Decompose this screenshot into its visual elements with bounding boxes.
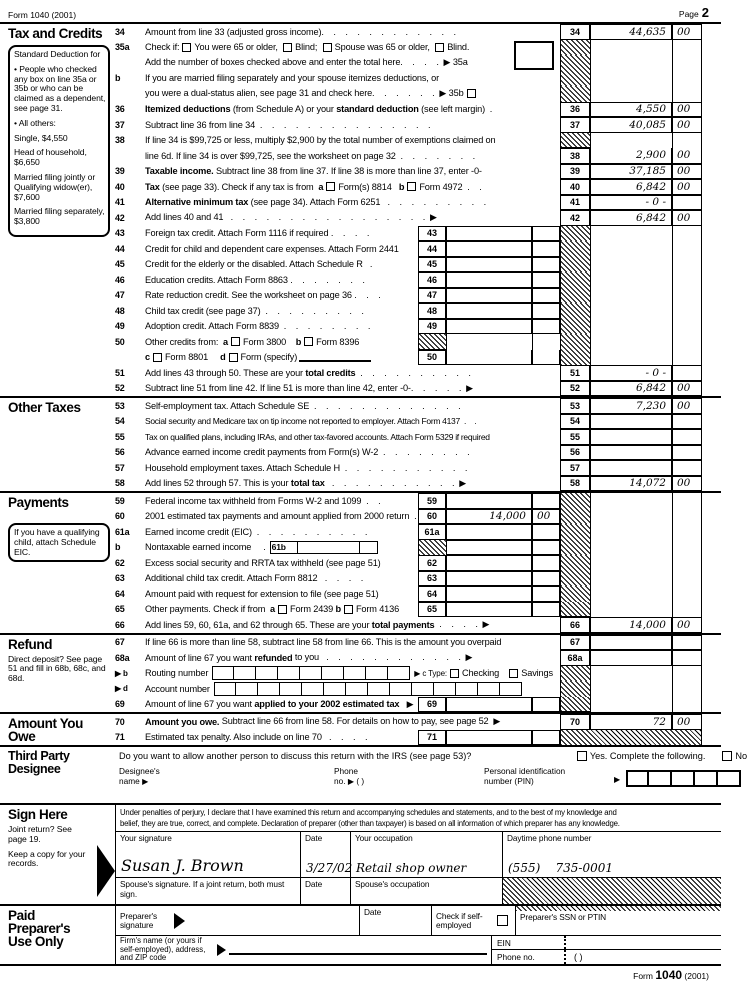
line-52-amount[interactable]: 6,842 xyxy=(590,381,672,397)
checkbox-no[interactable] xyxy=(722,751,732,761)
line-61b-row: b Nontaxable earned income . 61b xyxy=(115,540,702,556)
keep-copy-note: Keep a copy for your records. xyxy=(8,848,86,869)
line-number: 42 xyxy=(115,212,125,223)
line-34-cents[interactable]: 00 xyxy=(672,24,702,40)
line-text: Itemized deductions (from Schedule A) or your standard deduction (see left margin) . xyxy=(145,104,493,115)
ein-row: EIN xyxy=(492,936,721,949)
firm-entry-line[interactable] xyxy=(229,945,487,955)
line-42-cents[interactable]: 00 xyxy=(672,210,702,226)
line-53-cents[interactable]: 00 xyxy=(672,398,702,414)
line-60-amount[interactable]: 14,000 xyxy=(446,509,532,525)
spouse-occupation-cell[interactable]: Spouse's occupation xyxy=(350,878,502,904)
line-45-row: 45 Credit for the elderly or the disabled. Attach Schedule R . 45 xyxy=(115,257,702,273)
line-number: 38 xyxy=(115,135,125,146)
checkbox-yes[interactable] xyxy=(577,751,587,761)
line-66-amount[interactable]: 14,000 xyxy=(590,617,672,633)
section-title: Refund xyxy=(8,636,53,652)
line-number: 36 xyxy=(115,104,125,115)
designee-phone-field[interactable]: Phone no. ▶ ( ) xyxy=(334,766,365,786)
line-59-row: 59 Federal income tax withheld from Forms W-2 and 1099 . . 59 xyxy=(115,493,702,509)
line-40-row: 40 Tax (see page 33). Check if any tax is from a Form(s) 8814 b Form 4972 . . 40 6,842 00 xyxy=(115,179,702,195)
line-text: Add the number of boxes checked above and enter the total here. . . . ▶ 35a xyxy=(145,57,468,68)
form-number: 1040 xyxy=(655,967,683,982)
line-61b-entry-box[interactable]: 61b xyxy=(270,541,378,554)
line-40-cents[interactable]: 00 xyxy=(672,179,702,195)
page-header xyxy=(0,3,721,22)
payments-sidebar xyxy=(0,493,115,633)
line-38-cents[interactable]: 00 xyxy=(672,148,702,164)
checkbox-savings[interactable] xyxy=(509,669,518,678)
section-paid-preparer xyxy=(0,904,721,966)
occupation-value[interactable]: Retail shop owner xyxy=(356,861,467,875)
section-amount-you-owe xyxy=(0,712,721,745)
spouse-signature-row xyxy=(116,877,721,904)
line-35a-total-box[interactable] xyxy=(514,41,554,70)
checkbox-form-8396[interactable] xyxy=(304,337,313,346)
line-34-amount[interactable]: 44,635 xyxy=(590,24,672,40)
pin-input[interactable] xyxy=(626,770,741,787)
routing-number-input[interactable] xyxy=(212,666,410,680)
line-number: 52 xyxy=(115,383,125,394)
firm-name-cell[interactable]: Firm's name (or yours if self-employed), address, and ZIP code xyxy=(116,936,491,964)
box-number: 43 xyxy=(418,226,446,242)
line-49-row: 49 Adoption credit. Attach Form 8839 . . . . . . . . 49 xyxy=(115,319,702,335)
checkbox-checking[interactable] xyxy=(450,669,459,678)
line-36-cents[interactable]: 00 xyxy=(672,102,702,118)
line-number: 50 xyxy=(115,336,125,347)
section-other-taxes xyxy=(0,396,721,491)
date-value[interactable]: 3/27/02 xyxy=(306,861,353,875)
line-42-amount[interactable]: 6,842 xyxy=(590,210,672,226)
joint-return-note: Joint return? See page 19. xyxy=(8,824,72,844)
checkbox-spouse-blind[interactable] xyxy=(435,43,444,52)
line-35b-row2 xyxy=(115,86,702,102)
pointer-icon: ▶ xyxy=(347,776,355,786)
self-employed-cell: Check if self-employed xyxy=(431,906,515,935)
line-48-row: 48 Child tax credit (see page 37) . . . . . . . . . 48 xyxy=(115,303,702,319)
line-43-cents[interactable] xyxy=(532,226,560,242)
line-66-cents[interactable]: 00 xyxy=(672,617,702,633)
line-54-row: 54 Social security and Medicare tax on tip income not reported to employer. Attach Form 4137 . . 54 xyxy=(115,414,702,430)
line-59-amount[interactable] xyxy=(446,493,532,509)
section-refund xyxy=(0,633,721,713)
line-35a-row1 xyxy=(115,40,702,56)
pointer-icon: ▶ xyxy=(142,776,149,786)
line-64-row: 64 Amount paid with request for extension to file (see page 51) 64 xyxy=(115,586,702,602)
hatched-cell xyxy=(560,71,590,87)
section-tax-and-credits xyxy=(0,22,721,396)
line-49-amount[interactable] xyxy=(446,319,532,335)
section-title: Sign Here xyxy=(8,807,68,822)
line-37-row: 37 Subtract line 36 from line 34 . . . . . . . . . . . . . . . 37 40,085 00 xyxy=(115,117,702,133)
line-38-amount[interactable]: 2,900 xyxy=(590,148,672,164)
third-party-designee-row xyxy=(115,765,747,803)
line-54-amount[interactable] xyxy=(590,414,672,430)
specify-underline[interactable] xyxy=(299,353,371,362)
line-55-amount[interactable] xyxy=(590,429,672,445)
line-68d-row: ▶ d Account number xyxy=(115,681,702,697)
line-69-row: 69 Amount of line 67 you want applied to your 2002 estimated tax ▶ 69 xyxy=(115,697,702,713)
eic-note: If you have a qualifying child, attach Schedule EIC. xyxy=(8,523,110,562)
line-63-row: 63 Additional child tax credit. Attach Form 8812 . . . . 63 xyxy=(115,571,702,587)
line-50-amount[interactable] xyxy=(446,350,532,366)
section-title: Other Taxes xyxy=(8,400,81,415)
line-51-cents[interactable] xyxy=(672,365,702,381)
standard-deduction-note: Standard Deduction for • People who checked any box on line 35a or 35b or who can be claimed as a dependent, see page 31. • All others: Single, $4,550 Head of household, $6,650 Married filing jointly or Qualifying widow(er), $7,600 Married filing separately, $3,800 xyxy=(8,45,110,237)
line-56-amount[interactable] xyxy=(590,445,672,461)
line-38-row1: 38 If line 34 is $99,725 or less, multiply $2,900 by the total number of exemptions claimed on xyxy=(115,133,702,149)
line-52-cents[interactable]: 00 xyxy=(672,381,702,397)
line-62-row: 62 Excess social security and RRTA tax withheld (see page 51) 62 xyxy=(115,555,702,571)
checkbox-spouse-65-or-older[interactable] xyxy=(323,43,332,52)
third-party-question-row: Do you want to allow another person to discuss this return with the IRS (see page 53)? Yes. Complete the following. No xyxy=(119,751,748,761)
refund-sidebar xyxy=(0,635,115,713)
checkbox-35b[interactable] xyxy=(467,89,476,98)
line-44-amount[interactable] xyxy=(446,241,532,257)
section-sign-here xyxy=(0,803,721,904)
section-title: Third Party Designee xyxy=(8,749,70,776)
preparer-signature-cell[interactable]: Preparer's signature xyxy=(116,906,359,935)
line-number: 43 xyxy=(115,228,125,239)
line-42-row: 42 Add lines 40 and 41 . . . . . . . . . . . . . . . . . ▶ 42 6,842 00 xyxy=(115,210,702,226)
line-65-row: 65 Other payments. Check if from a Form 2439 b Form 4136 65 xyxy=(115,602,702,618)
sign-here-sidebar xyxy=(0,805,115,904)
line-34-row xyxy=(115,24,702,40)
line-35b-row1 xyxy=(115,71,702,87)
hatched-cell xyxy=(560,226,590,242)
line-70-cents[interactable]: 00 xyxy=(672,714,702,730)
ein-value[interactable] xyxy=(564,936,721,949)
pointer-icon xyxy=(174,913,185,929)
line-number: 35a xyxy=(115,42,130,53)
checkbox-form-4136[interactable] xyxy=(344,605,353,614)
hatched-cell xyxy=(560,40,590,56)
line-text: If you are married filing separately and your spouse itemizes deductions, or xyxy=(145,73,439,84)
line-50-row1: 50 Other credits from: a Form 3800 b Form 8396 xyxy=(115,334,702,350)
line-46-row: 46 Education credits. Attach Form 8863 . . . . . . . 46 xyxy=(115,272,702,288)
line-number: 40 xyxy=(115,181,125,192)
preparer-ssn-cell[interactable]: Preparer's SSN or PTIN xyxy=(515,906,721,935)
line-60-cents[interactable]: 00 xyxy=(532,509,560,525)
line-number: 51 xyxy=(115,367,125,378)
your-signature-cell[interactable]: Your signature Susan J. Brown xyxy=(120,833,244,875)
line-51-row: 51 Add lines 43 through 50. These are your total credits . . . . . . . . . . 51 - 0 - xyxy=(115,365,702,381)
checkbox-form-8801[interactable] xyxy=(153,353,162,362)
line-44-row: 44 Credit for child and dependent care expenses. Attach Form 2441 44 xyxy=(115,241,702,257)
checkbox-you-65-or-older[interactable] xyxy=(182,43,191,52)
daytime-phone-cell[interactable]: Daytime phone number (555) 735-0001 xyxy=(502,832,721,877)
checkbox-form-2439[interactable] xyxy=(278,605,287,614)
line-71-amount[interactable] xyxy=(446,730,532,746)
line-66-row: 66 Add lines 59, 60, 61a, and 62 through 65. These are your total payments . . . . ▶ 66 14,000 00 xyxy=(115,617,702,633)
amount-you-owe-sidebar xyxy=(0,714,115,745)
line-35a-row2 xyxy=(115,55,702,71)
line-number: b xyxy=(115,73,121,84)
signature-value[interactable]: Susan J. Brown xyxy=(121,856,244,875)
line-58-row: 58 Add lines 52 through 57. This is your total tax . . . . . . . . . . . ▶ 58 14,072 00 xyxy=(115,476,702,492)
spouse-date-cell[interactable]: Date xyxy=(300,878,350,904)
section-title: Amount You Owe xyxy=(8,716,83,744)
line-48-amount[interactable] xyxy=(446,303,532,319)
line-61a-amount[interactable] xyxy=(446,524,532,540)
form-id: Form 1040 (2001) xyxy=(8,10,77,20)
line-41-row: 41 Alternative minimum tax (see page 34). Attach Form 6251 . . . . . . . . . 41 - 0 - xyxy=(115,195,702,211)
tax-credits-rows xyxy=(115,24,721,396)
line-number: 39 xyxy=(115,166,125,177)
line-68a-amount[interactable] xyxy=(590,650,672,666)
line-53-row: 53 Self-employment tax. Attach Schedule SE . . . . . . . . . . . . . 53 7,230 00 xyxy=(115,398,702,414)
pointer-icon xyxy=(217,944,226,956)
line-36-row xyxy=(115,102,702,118)
preparer-date-cell[interactable]: Date xyxy=(359,906,431,935)
line-39-row: 39 Taxable income. Subtract line 38 from line 37. If line 38 is more than line 37, enter -0- 39 37,185 00 xyxy=(115,164,702,180)
line-35a-group xyxy=(115,40,702,71)
account-number-input[interactable] xyxy=(214,682,522,696)
line-70-amount[interactable]: 72 xyxy=(590,714,672,730)
line-53-amount[interactable]: 7,230 xyxy=(590,398,672,414)
line-69-amount[interactable] xyxy=(446,697,532,713)
line-61a-row: 61a Earned income credit (EIC) . . . . . . . . . . 61a xyxy=(115,524,702,540)
line-65-amount[interactable] xyxy=(446,602,532,618)
line-39-amount[interactable]: 37,185 xyxy=(590,164,672,180)
checkbox-form-4972[interactable] xyxy=(407,182,416,191)
line-45-amount[interactable] xyxy=(446,257,532,273)
preparer-phone-row: Phone no. ( ) xyxy=(492,949,721,963)
box-number: 36 xyxy=(560,102,590,118)
line-47-row: 47 Rate reduction credit. See the worksheet on page 36 . . . 47 xyxy=(115,288,702,304)
perjury-statement: Under penalties of perjury, I declare that I have examined this return and accompanying schedules and statements, and to the best of my knowledge and belief, they are true, correct, and complete. Declaration of preparer (other than taxpayer) is based on all information of which preparer has any knowledge. xyxy=(120,808,620,828)
date-cell[interactable]: Date 3/27/02 xyxy=(300,832,350,877)
line-70-row: 70 Amount you owe. Subtract line 66 from line 58. For details on how to pay, see page 52 ▶ 70 72 00 xyxy=(115,714,702,730)
third-party-sidebar xyxy=(0,747,115,803)
section-title: Paid Preparer's Use Only xyxy=(8,908,71,949)
signature-row xyxy=(116,831,721,877)
line-58-amount[interactable]: 14,072 xyxy=(590,476,672,492)
hatched-cell xyxy=(560,493,590,509)
line-58-cents[interactable]: 00 xyxy=(672,476,702,492)
line-36-amount[interactable]: 4,550 xyxy=(590,102,672,118)
line-67-amount[interactable] xyxy=(590,635,672,651)
line-46-amount[interactable] xyxy=(446,272,532,288)
paid-preparer-sidebar xyxy=(0,906,115,964)
line-text: Check if: You were 65 or older, Blind; Spouse was 65 or older, Blind. xyxy=(145,42,470,53)
line-43-amount[interactable] xyxy=(446,226,532,242)
page-number: 2 xyxy=(701,5,709,20)
hatched-band xyxy=(560,730,702,746)
pin-label: Personal identification number (PIN) xyxy=(484,766,566,786)
line-57-amount[interactable] xyxy=(590,460,672,476)
line-63-amount[interactable] xyxy=(446,571,532,587)
checkbox-form-3800[interactable] xyxy=(231,337,240,346)
hatched-cell xyxy=(560,86,590,102)
line-text: Amount from line 33 (adjusted gross income). . . . . . . . . . . . xyxy=(145,26,456,37)
line-68a-row: 68a Amount of line 67 you want refunded to you . . . . . . . . . . . . ▶ 68a xyxy=(115,650,702,666)
line-56-row: 56 Advance earned income credit payments from Form(s) W-2 . . . . . . . . 56 xyxy=(115,445,702,461)
pointer-icon: ▶ xyxy=(614,775,621,784)
line-41-amount[interactable]: - 0 - xyxy=(590,195,672,211)
section-payments xyxy=(0,491,721,633)
line-67-row: 67 If line 66 is more than line 58, subtract line 58 from line 66. This is the amount you overpaid 67 xyxy=(115,635,702,651)
line-50-row2: c Form 8801 d Form (specify) 50 xyxy=(115,350,702,366)
box-number: 50 xyxy=(418,350,446,366)
line-47-amount[interactable] xyxy=(446,288,532,304)
line-text: you were a dual-status alien, see page 31 and check here. . . . . . ▶ 35b xyxy=(145,86,560,102)
hatched-cell xyxy=(560,666,590,682)
line-37-cents[interactable]: 00 xyxy=(672,117,702,133)
line-37-amount[interactable]: 40,085 xyxy=(590,117,672,133)
line-40-amount[interactable]: 6,842 xyxy=(590,179,672,195)
page-footer: Form 1040 (2001) xyxy=(633,967,709,982)
checkbox-form-specify[interactable] xyxy=(229,353,238,362)
box-number: 34 xyxy=(560,24,590,40)
hatched-cell xyxy=(560,133,590,149)
hatched-cell xyxy=(502,878,721,904)
line-71-row: 71 Estimated tax penalty. Also include on line 70 . . . . 71 xyxy=(115,730,702,746)
page-indicator: Page 2 xyxy=(678,5,709,20)
hatched-cell xyxy=(418,334,446,350)
line-43-row: 43 Foreign tax credit. Attach Form 1116 if required . . . . 43 xyxy=(115,226,702,242)
checkbox-self-employed[interactable] xyxy=(497,915,508,926)
third-party-question: Do you want to allow another person to discuss this return with the IRS (see page 53)? xyxy=(119,751,472,761)
line-38-row2: line 6d. If line 34 is over $99,725, see the worksheet on page 32 . . . . . . . 38 2,900 00 xyxy=(115,148,702,164)
checkbox-form-8814[interactable] xyxy=(326,182,335,191)
tax-credits-sidebar xyxy=(0,24,115,396)
other-taxes-sidebar xyxy=(0,398,115,491)
hatched-cell xyxy=(560,55,590,71)
occupation-cell[interactable]: Your occupation Retail shop owner xyxy=(350,832,502,877)
hatched-cell xyxy=(418,540,446,556)
line-60-row: 60 2001 estimated tax payments and amount applied from 2000 return . 60 14,000 00 xyxy=(115,509,702,525)
section-title: Tax and Credits xyxy=(8,26,103,41)
line-number: 37 xyxy=(115,119,125,130)
hatched-strip xyxy=(516,906,721,911)
line-55-row: 55 Tax on qualified plans, including IRAs, and other tax-favored accounts. Attach Form 5329 if required 55 xyxy=(115,429,702,445)
spouse-signature-cell[interactable]: Spouse's signature. If a joint return, both must sign. xyxy=(120,879,285,899)
line-68b-row: ▶ b Routing number ▶ c Type: Checking Savings xyxy=(115,666,702,682)
preparer-phone-value[interactable]: ( ) xyxy=(564,950,721,963)
direct-deposit-note: Direct deposit? See page 51 and fill in 68b, 68c, and 68d. xyxy=(8,653,106,684)
checkbox-blind[interactable] xyxy=(283,43,292,52)
section-third-party-designee xyxy=(0,745,748,803)
phone-value[interactable]: (555) 735-0001 xyxy=(508,861,614,875)
big-arrow-icon xyxy=(97,845,115,897)
line-41-cents[interactable] xyxy=(672,195,702,211)
line-52-row: 52 Subtract line 51 from line 42. If line 51 is more than line 42, enter -0-. . . . . ▶ 52 6,842 00 xyxy=(115,381,702,397)
line-64-amount[interactable] xyxy=(446,586,532,602)
line-57-row: 57 Household employment taxes. Attach Schedule H . . . . . . . . . . . 57 xyxy=(115,460,702,476)
line-number: 41 xyxy=(115,197,125,208)
section-title: Payments xyxy=(8,495,69,510)
line-62-amount[interactable] xyxy=(446,555,532,571)
line-number: 34 xyxy=(115,26,125,37)
designee-name-field[interactable]: Designee's name ▶ xyxy=(119,766,160,786)
line-39-cents[interactable]: 00 xyxy=(672,164,702,180)
line-51-amount[interactable]: - 0 - xyxy=(590,365,672,381)
